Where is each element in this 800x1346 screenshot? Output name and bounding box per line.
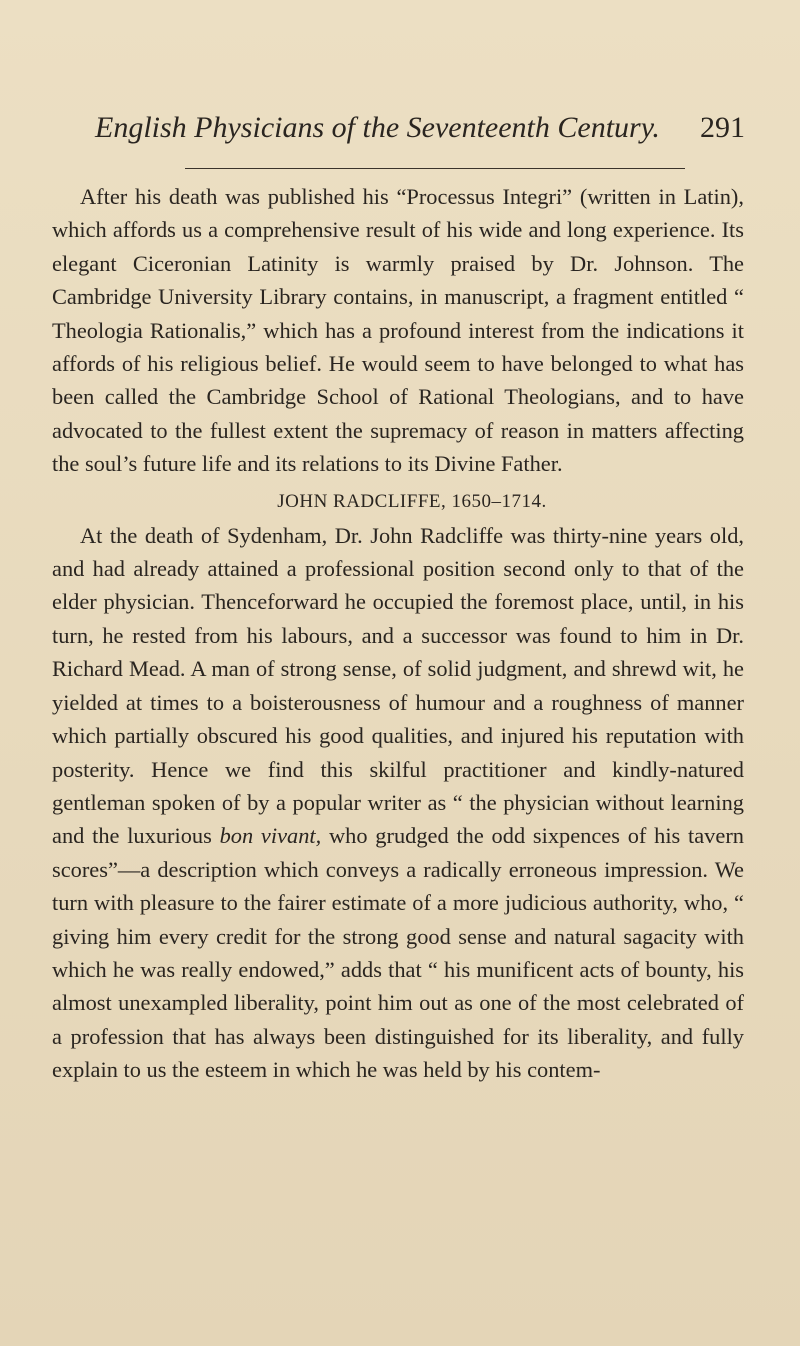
radcliffe-text-part-1: At the death of Sydenham, Dr. John Radcliffe was thirty-nine years old, and had already attained a professional position second only to that of the elder physician. Thenceforward he occupied the foremost place, until, in his turn, he rested from his labours, and a successor was found to him in Dr. Richard Mead. A man of strong sense, of solid judgment, and shrewd wit, he yielded at times to a boisterousness of humour and a roughness of manner which partially obscured his good qualities, and injured his reputation with posterity. Hence we find this skilful practitioner and kindly-natured gentleman spoken of by a popular writer as “ the physician without learning and the luxurious (52, 522, 744, 849)
section-heading: JOHN RADCLIFFE, 1650–1714. (277, 490, 547, 512)
radcliffe-text-part-2: who grudged the odd sixpences of his tavern scores”—a description which conveys a radically erroneous impression. We turn with pleasure to the fairer estimate of a more judicious authority, who, “ giving him every credit for the strong good sense and natural sagacity with which he was really endowed,” adds that “ his munificent acts of bounty, his almost unexampled liberality, point him out as one of the most celebrated of a profession that has always been distinguished for its liberality, and fully explain to us the esteem in which he was held by his contem- (52, 823, 744, 1083)
running-title: English Physicians of the Seventeenth Century. (95, 111, 660, 144)
header-rule (185, 168, 685, 169)
paragraph-sydenham-works: After his death was published his “Processus Integri” (written in Latin), which affords us a comprehensive result of his wide and long experience. Its elegant Ciceronian Latinity is warmly praised by Dr. Johnson. The Cambridge University Library contains, in manuscript, a fragment entitled “ Theologia Rationalis,” which has a profound interest from the indications it affords of his religious belief. He would seem to have belonged to what has been called the Cambridge School of Rational Theologians, and to have advocated to the fullest extent the supremacy of reason in matters affecting the soul’s future life and its relations to its Divine Father. (52, 184, 744, 477)
radcliffe-italic-phrase: bon vivant, (219, 823, 322, 849)
page-number: 291 (700, 111, 745, 144)
body-text (52, 180, 744, 1087)
paragraph-radcliffe (52, 519, 744, 1087)
running-header (95, 108, 745, 148)
